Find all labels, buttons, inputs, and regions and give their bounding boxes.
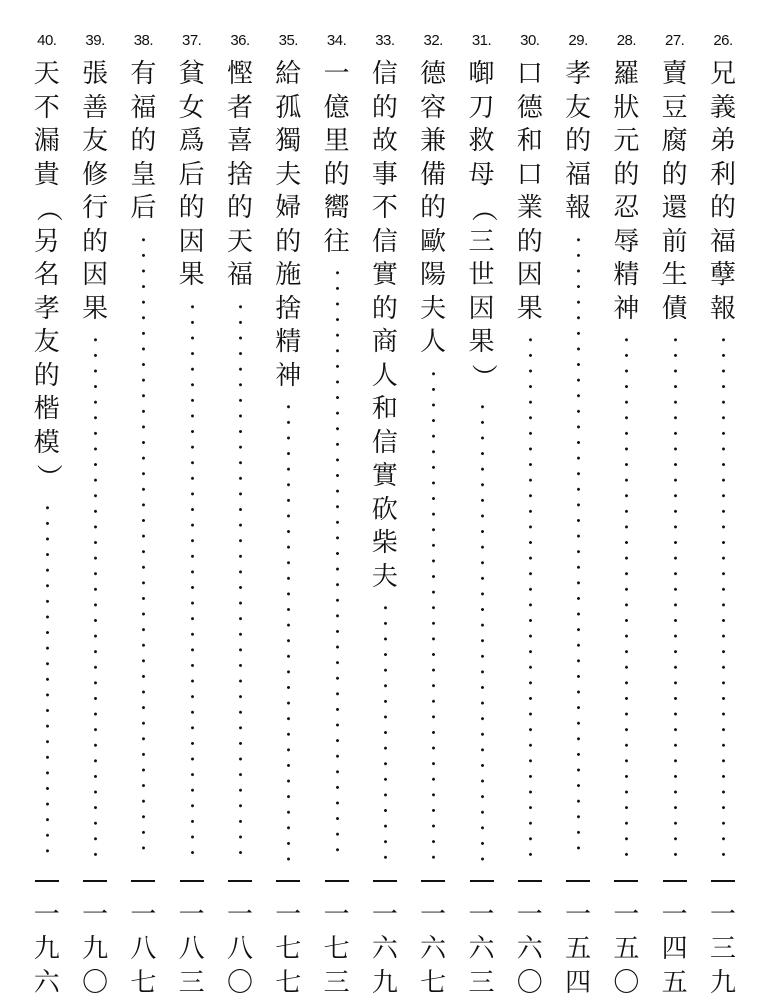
title-char: 孽	[709, 260, 736, 290]
title-char: 的	[275, 226, 302, 257]
title-char: ）	[32, 463, 63, 490]
page-digit: 一	[420, 900, 447, 930]
dot-leader	[577, 232, 580, 862]
title-char: 友	[33, 327, 60, 357]
page-digit: 五	[661, 968, 688, 998]
dot-leader	[46, 500, 49, 862]
title-char: 喜	[226, 126, 253, 156]
title-char: 狀	[613, 92, 640, 123]
title-char: 里	[323, 126, 350, 156]
page-digit: 四	[565, 968, 592, 998]
title-char: 修	[82, 159, 109, 190]
toc-entry[interactable]	[220, 0, 260, 998]
title-char: 孝	[33, 293, 60, 324]
entry-number: 28.	[616, 32, 637, 49]
page-digit: 一	[226, 900, 253, 930]
title-char: 兼	[420, 126, 447, 156]
title-char: 神	[275, 360, 302, 391]
entry-title	[655, 58, 695, 326]
title-char: 果	[516, 293, 543, 324]
title-char: 世	[468, 260, 495, 290]
dot-leader	[94, 332, 97, 861]
title-char: 前	[661, 226, 688, 257]
page-number	[123, 898, 163, 1000]
page-digit: 九	[33, 934, 60, 964]
page-digit: 一	[468, 900, 495, 930]
title-char: 歐	[420, 226, 447, 257]
entry-title	[365, 58, 405, 594]
title-char: 貧	[178, 59, 205, 89]
title-char: 精	[613, 260, 640, 290]
title-char: 福	[709, 226, 736, 257]
title-char: 行	[82, 193, 109, 223]
title-char: 的	[565, 126, 592, 156]
page-digit: 七	[275, 934, 302, 964]
title-char: 的	[323, 159, 350, 190]
title-char: 的	[709, 193, 736, 223]
page-dash	[663, 880, 687, 882]
title-char: 忍	[613, 193, 640, 223]
title-char: 報	[709, 293, 736, 324]
page-digit: 〇	[82, 968, 109, 998]
title-char: 果	[468, 327, 495, 357]
entry-number: 33.	[375, 32, 395, 49]
entry-title	[268, 58, 308, 393]
title-char: 陽	[420, 260, 447, 290]
page-digit: 七	[275, 968, 302, 998]
title-char: 有	[130, 59, 157, 89]
page-digit: 一	[565, 900, 592, 930]
title-char: 爲	[178, 126, 205, 156]
page-digit: 一	[516, 900, 543, 930]
toc-entry[interactable]	[703, 0, 743, 998]
page-dash	[131, 880, 155, 882]
page-number	[268, 898, 308, 1000]
title-char: 口	[516, 59, 543, 89]
title-char: 捨	[275, 293, 302, 324]
title-char: 羅	[613, 59, 640, 89]
title-char: 的	[130, 126, 157, 156]
page-number	[413, 898, 453, 1000]
title-char: 神	[613, 293, 640, 324]
title-char: 慳	[226, 59, 253, 89]
title-char: 善	[82, 92, 109, 123]
title-char: 的	[226, 193, 253, 223]
entry-title	[220, 58, 260, 293]
title-char: 口	[516, 159, 543, 190]
dot-leader	[191, 299, 194, 862]
page-digit: 一	[613, 900, 640, 930]
toc-entry[interactable]	[317, 0, 357, 998]
dot-leader	[674, 332, 677, 861]
dot-leader	[384, 600, 387, 861]
entry-number: 26.	[713, 32, 733, 49]
page-digit: 七	[323, 934, 350, 964]
entry-number: 40.	[37, 32, 57, 49]
dot-leader	[529, 332, 532, 861]
title-char: 后	[130, 193, 157, 223]
title-char: 因	[468, 293, 495, 324]
title-char: 的	[516, 226, 543, 257]
title-char: 婦	[275, 193, 302, 223]
title-char: 的	[371, 293, 398, 324]
title-char: 孝	[565, 59, 592, 89]
title-char: 的	[371, 92, 398, 123]
entry-number: 31.	[471, 32, 492, 49]
page-digit: 六	[33, 968, 60, 998]
title-char: 的	[420, 193, 447, 223]
page-digit: 一	[323, 900, 350, 930]
title-char: 砍	[371, 494, 398, 525]
title-char: 億	[323, 92, 350, 123]
title-char: 還	[661, 193, 688, 223]
title-char: 賣	[661, 59, 688, 89]
dot-leader	[432, 366, 435, 862]
page-digit: 七	[130, 968, 157, 998]
entry-number: 35.	[278, 32, 298, 49]
toc-entry[interactable]	[172, 0, 212, 998]
title-char: 柴	[371, 528, 398, 558]
entry-title	[75, 58, 115, 326]
entry-number: 39.	[85, 32, 105, 49]
toc-entry[interactable]	[510, 0, 550, 998]
title-char: 實	[371, 461, 398, 491]
title-char: 友	[82, 126, 109, 156]
page-digit: 八	[226, 934, 253, 964]
title-char: 弟	[709, 126, 736, 156]
title-char: 信	[371, 59, 398, 89]
toc-entry[interactable]	[462, 0, 502, 998]
entry-number: 36.	[230, 32, 250, 49]
title-char: 的	[178, 193, 205, 223]
entry-number: 37.	[182, 32, 202, 49]
title-char: 另	[33, 226, 60, 257]
entry-title	[606, 58, 646, 326]
toc-entry[interactable]	[123, 0, 163, 998]
toc-entry[interactable]	[655, 0, 695, 998]
title-char: 張	[82, 59, 109, 89]
title-char: 福	[226, 260, 253, 290]
title-char: 義	[709, 92, 736, 123]
title-char: 模	[33, 427, 60, 458]
entry-number: 32.	[423, 32, 443, 49]
entry-title	[510, 58, 550, 326]
page-digit: 〇	[613, 968, 640, 998]
page-digit: 〇	[226, 968, 253, 998]
title-char: 業	[516, 193, 543, 223]
title-char: 腐	[661, 126, 688, 156]
title-char: 生	[661, 260, 688, 290]
toc-entry[interactable]	[606, 0, 646, 998]
title-char: 信	[371, 427, 398, 458]
title-char: 貴	[33, 159, 60, 190]
title-char: 因	[82, 260, 109, 290]
title-char: 的	[33, 360, 60, 391]
title-char: 不	[33, 92, 60, 123]
title-char: 的	[613, 159, 640, 190]
title-char: 一	[323, 59, 350, 89]
page-number	[317, 898, 357, 1000]
title-char: 的	[82, 226, 109, 257]
page-number	[365, 898, 405, 1000]
page-digit: 一	[33, 900, 60, 930]
page-digit: 一	[82, 900, 109, 930]
title-char: 夫	[420, 293, 447, 324]
title-char: 果	[178, 260, 205, 290]
page-dash	[421, 880, 445, 882]
title-char: 友	[565, 92, 592, 123]
dot-leader	[239, 299, 242, 862]
page-number	[703, 898, 743, 1000]
title-char: 施	[275, 260, 302, 290]
page-digit: 一	[661, 900, 688, 930]
entry-title	[703, 58, 743, 326]
title-char: 夫	[371, 561, 398, 592]
title-char: 豆	[661, 92, 688, 123]
title-char: 捨	[226, 159, 253, 190]
title-char: 備	[420, 159, 447, 190]
page-dash	[325, 880, 349, 882]
title-char: 利	[709, 159, 736, 190]
page-digit: 八	[130, 934, 157, 964]
title-char: 報	[565, 193, 592, 223]
entry-title	[172, 58, 212, 293]
page-digit: 六	[420, 934, 447, 964]
title-char: 給	[275, 59, 302, 89]
toc-entry[interactable]	[365, 0, 405, 998]
page-digit: 〇	[516, 968, 543, 998]
title-char: 母	[468, 159, 495, 190]
title-char: 往	[323, 226, 350, 257]
title-char: 獨	[275, 126, 302, 156]
title-char: 啣	[468, 59, 495, 89]
page-dash	[228, 880, 252, 882]
title-char: 德	[420, 59, 447, 89]
page-digit: 三	[709, 934, 736, 964]
title-char: （	[467, 195, 498, 222]
title-char: 信	[371, 226, 398, 257]
title-char: 事	[371, 159, 398, 190]
page-digit: 六	[516, 934, 543, 964]
page-number	[27, 898, 67, 1000]
title-char: ）	[467, 363, 498, 390]
title-char: 后	[178, 159, 205, 190]
page-digit: 九	[709, 968, 736, 998]
dot-leader	[481, 399, 484, 861]
page-number	[558, 898, 598, 1000]
page-dash	[566, 880, 590, 882]
title-char: 因	[516, 260, 543, 290]
title-char: 者	[226, 92, 253, 123]
page-digit: 一	[178, 900, 205, 930]
page-number	[510, 898, 550, 1000]
page-digit: 一	[709, 900, 736, 930]
title-char: 果	[82, 293, 109, 324]
page-dash	[373, 880, 397, 882]
entry-title	[558, 58, 598, 226]
toc-entry[interactable]	[413, 0, 453, 998]
entry-number: 38.	[133, 32, 154, 49]
page-dash	[35, 880, 59, 882]
title-char: 人	[371, 360, 398, 391]
title-char: 三	[468, 226, 495, 257]
dot-leader	[142, 232, 145, 862]
entry-number: 27.	[665, 32, 685, 49]
page-dash	[518, 880, 542, 882]
title-char: 孤	[275, 92, 302, 123]
title-char: 債	[661, 293, 688, 324]
entry-number: 29.	[568, 32, 588, 49]
title-char: 楷	[33, 394, 60, 424]
page-number	[172, 898, 212, 1000]
page-digit: 五	[613, 934, 640, 964]
page-digit: 六	[468, 934, 495, 964]
title-char: 福	[130, 92, 157, 123]
title-char: 名	[33, 260, 60, 290]
page-digit: 六	[371, 934, 398, 964]
page-digit: 四	[661, 934, 688, 964]
entry-number: 30.	[520, 32, 540, 49]
title-char: 兄	[709, 59, 736, 89]
page-digit: 五	[565, 934, 592, 964]
page-number	[75, 898, 115, 1000]
entry-number: 34.	[326, 32, 347, 49]
page-digit: 三	[178, 968, 205, 998]
page-dash	[470, 880, 494, 882]
title-char: 元	[613, 126, 640, 156]
dot-leader	[722, 332, 725, 861]
page-dash	[711, 880, 735, 882]
title-char: 因	[178, 226, 205, 257]
entry-title	[27, 58, 67, 494]
page-dash	[180, 880, 204, 882]
title-char: 夫	[275, 159, 302, 190]
title-char: 天	[33, 59, 60, 89]
title-char: 人	[420, 327, 447, 357]
title-char: 德	[516, 92, 543, 123]
page-number	[606, 898, 646, 1000]
title-char: 皇	[130, 159, 157, 190]
title-char: 的	[661, 159, 688, 190]
title-char: 故	[371, 126, 398, 156]
title-char: 不	[371, 193, 398, 223]
page-digit: 七	[420, 968, 447, 998]
page-digit: 一	[275, 900, 302, 930]
page-number	[655, 898, 695, 1000]
title-char: 辱	[613, 226, 640, 257]
title-char: 和	[371, 394, 398, 424]
title-char: 福	[565, 159, 592, 190]
title-char: 女	[178, 92, 205, 123]
page-number	[462, 898, 502, 1000]
title-char: 商	[371, 327, 398, 357]
dot-leader	[287, 399, 290, 861]
entry-title	[317, 58, 357, 259]
title-char: 嚮	[323, 193, 350, 223]
page-digit: 一	[130, 900, 157, 930]
title-char: 實	[371, 260, 398, 290]
page-dash	[614, 880, 638, 882]
title-char: 救	[468, 126, 495, 156]
dot-leader	[336, 265, 339, 861]
page-dash	[276, 880, 300, 882]
page-digit: 三	[468, 968, 495, 998]
page-digit: 九	[82, 934, 109, 964]
page-digit: 九	[371, 968, 398, 998]
title-char: 和	[516, 126, 543, 156]
page-dash	[83, 880, 107, 882]
entry-title	[123, 58, 163, 226]
page-digit: 三	[323, 968, 350, 998]
dot-leader	[625, 332, 628, 861]
entry-title	[413, 58, 453, 360]
title-char: （	[32, 195, 63, 222]
title-char: 天	[226, 226, 253, 257]
toc-entry[interactable]	[75, 0, 115, 998]
title-char: 精	[275, 327, 302, 357]
entry-title	[462, 58, 502, 393]
page-digit: 八	[178, 934, 205, 964]
title-char: 容	[420, 92, 447, 123]
page-number	[220, 898, 260, 1000]
toc-entry[interactable]	[27, 0, 67, 998]
toc-entry[interactable]	[268, 0, 308, 998]
page-digit: 一	[371, 900, 398, 930]
toc-entry[interactable]	[558, 0, 598, 998]
title-char: 刀	[468, 92, 495, 123]
title-char: 漏	[33, 126, 60, 156]
